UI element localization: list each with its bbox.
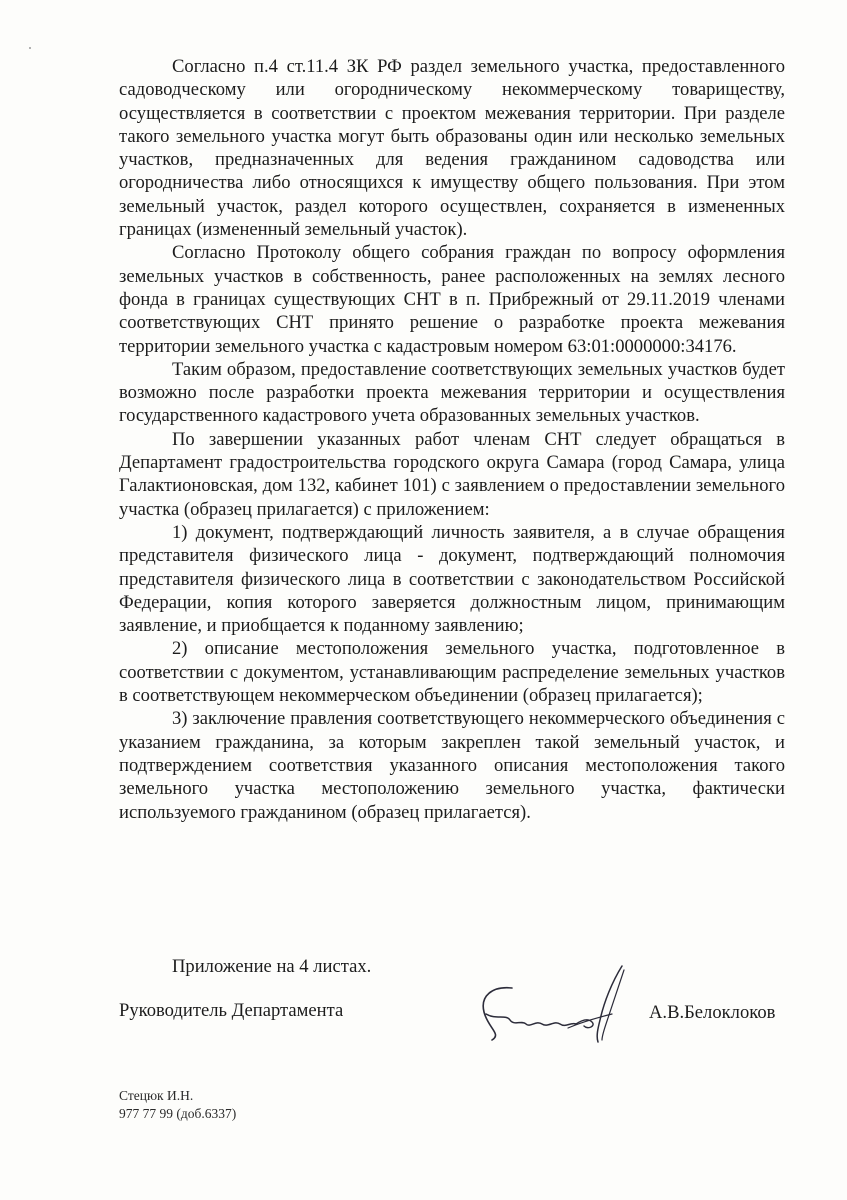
executor-phone: 977 77 99 (доб.6337): [119, 1105, 237, 1121]
scan-speck: [29, 47, 31, 49]
paragraph-meeting-protocol: Согласно Протоколу общего собрания граждан по вопросу оформления земельных участков в собственность, ранее расположенных на землях лесного фонда в границах существующих СНТ в п. Прибрежный от 29.11.2019 членами соответствующих СНТ принято решение о разработке проекта межевания территории земельного участка с кадастровым номером 63:01:0000000:34176.: [119, 242, 785, 357]
list-item-board-conclusion: 3) заключение правления соответствующего некоммерческого объединения с указанием гражданина, за которым закреплен такой земельный участок, и подтверждением соответствия указанного описания местоположения такого земельного участка местоположению земельного участка, фактически используемого гражданином (образец прилагается).: [119, 708, 785, 823]
handwritten-signature: [472, 962, 642, 1046]
list-item-location-description: 2) описание местоположения земельного участка, подготовленное в соответствии с документом, устанавливающим распределение земельных участков в соответствующем некоммерческом объединении (образец прилагается);: [119, 638, 785, 707]
paragraph-conclusion: Таким образом, предоставление соответствующих земельных участков будет возможно после разработки проекта межевания территории и осуществления государственного кадастрового учета образованных земельных участков.: [119, 358, 785, 427]
paragraph-partition-rules: Согласно п.4 ст.11.4 ЗК РФ раздел земельного участка, предоставленного садоводческому или огородническому некоммерческому товариществу, осуществляется в соответствии с проектом межевания территории. При разделе такого земельного участка могут быть образованы один или несколько земельных участков, предназначенных для ведения гражданином садоводства или огородничества либо относящихся к имуществу общего пользования. При этом земельный участок, раздел которого осуществлен, сохраняется в измененных границах (измененный земельный участок).: [119, 56, 785, 241]
executor-name: Стецюк И.Н.: [119, 1088, 194, 1103]
executor-block: [119, 1087, 236, 1122]
attachment-note: Приложение на 4 листах.: [172, 956, 372, 977]
signer-name: А.В.Белоклоков: [649, 1002, 776, 1023]
signer-position: Руководитель Департамента: [119, 1000, 344, 1021]
paragraph-application-instructions: По завершении указанных работ членам СНТ следует обращаться в Департамент градостроительства городского округа Самара (город Самара, улица Галактионовская, дом 132, кабинет 101) с заявлением о предоставлении земельного участка (образец прилагается) с приложением:: [119, 428, 785, 520]
list-item-identity-document: 1) документ, подтверждающий личность заявителя, а в случае обращения представителя физического лица - документ, подтверждающий полномочия представителя физического лица в соответствии с законодательством Российской Федерации, копия которого заверяется должностным лицом, принимающим заявление, и приобщается к поданному заявлению;: [119, 521, 785, 637]
letter-body: [119, 55, 785, 824]
